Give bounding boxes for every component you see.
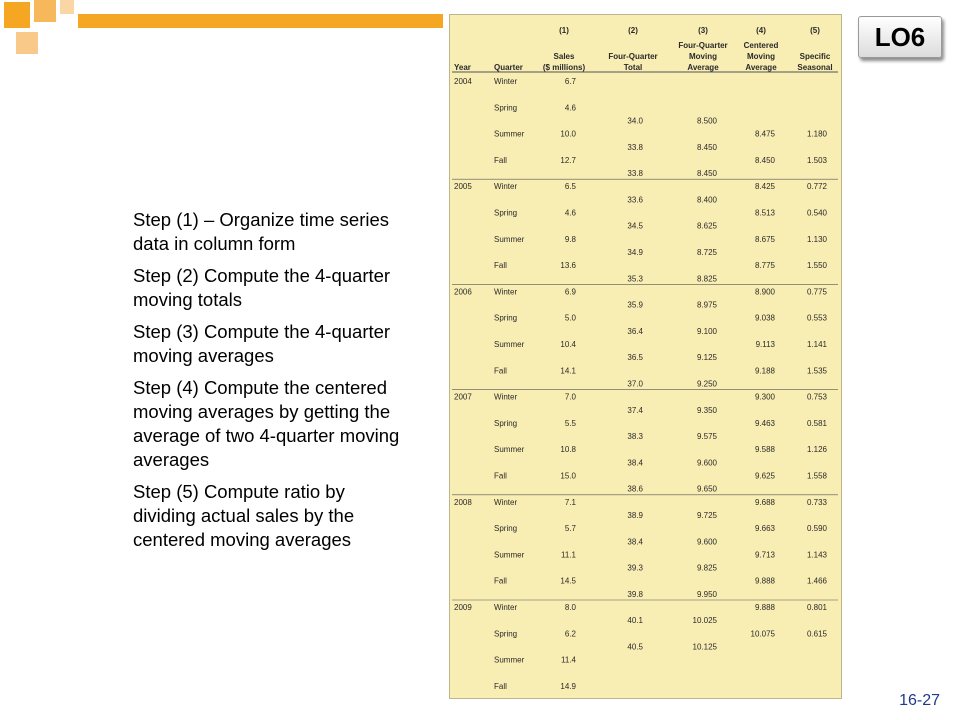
moving-average-cell: 9.725 [696,510,717,520]
sales-cell: 14.1 [560,366,576,376]
moving-average-cell: 8.500 [696,116,717,126]
corner-decoration [60,0,74,14]
moving-average-cell: 10.125 [692,642,717,652]
seasonal-index-cell: 1.180 [806,129,827,139]
moving-average-cell: 9.600 [696,458,717,468]
sales-cell: 4.6 [564,103,576,113]
column-header: Average [687,63,719,72]
step-text: Step (1) – Organize time series data in column form [133,209,390,254]
four-quarter-total-cell: 38.9 [627,510,643,520]
four-quarter-total-cell: 38.6 [627,484,643,494]
corner-decoration [16,32,38,54]
four-quarter-total-cell: 40.5 [627,642,643,652]
sales-cell: 10.8 [560,445,576,455]
four-quarter-total-cell: 39.3 [627,563,643,573]
quarter-cell: Winter [494,287,518,297]
four-quarter-total-cell: 33.6 [627,195,643,205]
seasonal-index-cell: 1.466 [806,576,827,586]
centered-average-cell: 8.475 [754,129,775,139]
four-quarter-total-cell: 37.0 [627,379,643,389]
moving-average-cell: 8.625 [696,221,717,231]
four-quarter-total-cell: 35.9 [627,300,643,310]
learning-objective-badge: LO6 [858,16,942,58]
year-cell: 2009 [454,603,472,612]
header-bar [78,14,443,28]
quarter-cell: Spring [494,629,518,639]
centered-average-cell: 8.450 [754,155,775,165]
column-header: Average [745,63,777,72]
four-quarter-total-cell: 38.4 [627,458,643,468]
column-number: (5) [810,26,820,35]
moving-average-cell: 8.400 [696,195,717,205]
column-header: Specific [799,52,831,61]
year-cell: 2006 [454,287,472,297]
centered-average-cell: 9.713 [754,550,775,560]
column-header: Four-Quarter [678,41,728,50]
four-quarter-total-cell: 34.9 [627,247,643,257]
seasonal-index-cell: 0.590 [806,524,827,534]
column-header: ($ millions) [542,63,586,72]
moving-average-cell: 8.975 [696,300,717,310]
seasonal-index-cell: 0.801 [806,603,827,612]
four-quarter-total-cell: 36.5 [627,353,643,363]
sales-cell: 6.7 [564,77,576,86]
step-text: Step (4) Compute the centered moving averages by getting the average of two 4-quarter moving averages [133,377,400,470]
quarter-cell: Spring [494,103,518,113]
column-number: (1) [559,26,569,35]
centered-average-cell: 9.888 [754,576,775,586]
four-quarter-total-cell: 39.8 [627,589,643,599]
quarter-cell: Winter [494,497,518,507]
sales-cell: 5.7 [564,524,576,534]
sales-cell: 14.9 [560,681,576,691]
sales-cell: 10.0 [560,129,576,139]
sales-cell: 6.9 [564,287,576,297]
quarter-cell: Spring [494,208,518,218]
moving-average-cell: 8.825 [696,274,717,284]
four-quarter-total-cell: 33.8 [627,169,643,179]
centered-average-cell: 9.625 [754,471,775,481]
column-header: Sales [553,52,575,61]
sales-cell: 7.0 [564,392,576,402]
seasonal-index-cell: 1.126 [806,445,827,455]
seasonal-index-cell: 1.143 [806,550,827,560]
centered-average-cell: 9.038 [754,313,775,323]
centered-average-cell: 9.663 [754,524,775,534]
moving-average-cell: 9.600 [696,537,717,547]
quarter-cell: Summer [494,234,525,244]
moving-average-cell: 9.950 [696,589,717,599]
sales-cell: 7.1 [564,497,576,507]
moving-average-cell: 9.825 [696,563,717,573]
moving-average-cell: 9.575 [696,432,717,442]
quarter-cell: Winter [494,392,518,402]
moving-average-cell: 9.125 [696,353,717,363]
sales-cell: 10.4 [560,340,576,349]
centered-average-cell: 9.588 [754,445,775,455]
centered-average-cell: 8.513 [754,208,775,218]
corner-decoration [34,0,56,22]
sales-cell: 9.8 [564,234,576,244]
centered-average-cell: 9.300 [754,392,775,402]
step-list [133,208,403,560]
quarter-cell: Fall [494,576,507,586]
quarter-cell: Summer [494,129,525,139]
four-quarter-total-cell: 38.3 [627,432,643,442]
seasonal-index-cell: 1.130 [806,234,827,244]
centered-average-cell: 9.888 [754,603,775,612]
column-number: (3) [698,26,708,35]
sales-cell: 6.5 [564,182,576,192]
column-header: Year [454,63,471,72]
sales-cell: 6.2 [564,629,576,639]
seasonal-index-cell: 0.753 [806,392,827,402]
moving-average-cell: 10.025 [692,616,717,626]
slide-number: 16-27 [899,692,940,709]
quarter-cell: Spring [494,418,518,428]
four-quarter-total-cell: 34.0 [627,116,643,126]
sales-cell: 8.0 [564,603,576,612]
quarter-cell: Fall [494,261,507,271]
centered-average-cell: 10.075 [750,629,775,639]
quarter-cell: Spring [494,313,518,323]
quarter-cell: Winter [494,182,518,192]
seasonal-index-cell: 0.553 [806,313,827,323]
sales-cell: 5.5 [564,418,576,428]
seasonal-index-cell: 0.540 [806,208,827,218]
centered-average-cell: 9.463 [754,418,775,428]
quarter-cell: Summer [494,550,525,560]
four-quarter-total-cell: 40.1 [627,616,643,626]
seasonal-index-cell: 0.581 [806,418,827,428]
seasonal-index-cell: 1.503 [806,155,827,165]
sales-cell: 4.6 [564,208,576,218]
centered-average-cell: 9.113 [755,340,775,349]
seasonal-index-cell: 0.772 [806,182,827,192]
column-header: Moving [689,52,717,61]
four-quarter-total-cell: 38.4 [627,537,643,547]
sales-cell: 14.5 [560,576,576,586]
sales-cell: 11.1 [561,550,576,560]
sales-cell: 5.0 [564,313,576,323]
moving-average-cell: 9.250 [696,379,717,389]
moving-average-table [449,14,842,699]
sales-cell: 13.6 [560,261,576,271]
sales-cell: 11.4 [561,655,576,665]
four-quarter-total-cell: 34.5 [627,221,643,231]
seasonal-index-cell: 1.535 [806,366,827,376]
year-cell: 2004 [454,77,472,86]
four-quarter-total-cell: 35.3 [627,274,643,284]
corner-decoration [4,2,30,28]
seasonal-index-cell: 0.775 [806,287,827,297]
four-quarter-total-cell: 36.4 [627,326,643,336]
step-text: Step (2) Compute the 4-quarter moving totals [133,265,391,310]
column-header: Total [623,63,643,72]
column-header: Quarter [494,63,523,72]
quarter-cell: Fall [494,366,507,376]
quarter-cell: Summer [494,655,525,665]
centered-average-cell: 9.188 [754,366,775,376]
centered-average-cell: 8.900 [754,287,775,297]
seasonal-index-cell: 0.733 [806,497,827,507]
sales-cell: 12.7 [560,155,576,165]
seasonal-index-cell: 0.615 [806,629,827,639]
quarter-cell: Fall [494,155,507,165]
column-header: Seasonal [797,63,833,72]
column-header: Moving [747,52,775,61]
seasonal-index-cell: 1.558 [806,471,827,481]
moving-average-cell: 8.450 [696,142,717,152]
quarter-cell: Summer [494,445,525,455]
table-graphic [450,15,843,700]
column-header: Centered [743,41,779,50]
moving-average-cell: 8.450 [696,169,717,179]
column-header: Four-Quarter [608,52,658,61]
quarter-cell: Spring [494,524,518,534]
year-cell: 2005 [454,182,472,192]
column-number: (2) [628,26,638,35]
moving-average-cell: 9.650 [696,484,717,494]
quarter-cell: Winter [494,77,518,86]
centered-average-cell: 8.425 [754,182,775,192]
quarter-cell: Fall [494,681,507,691]
step-text: Step (3) Compute the 4-quarter moving averages [133,321,391,366]
year-cell: 2008 [454,497,472,507]
centered-average-cell: 8.675 [754,234,775,244]
sales-cell: 15.0 [560,471,576,481]
quarter-cell: Summer [494,340,525,349]
centered-average-cell: 8.775 [754,261,775,271]
column-number: (4) [756,26,766,35]
moving-average-cell: 9.100 [696,326,717,336]
moving-average-cell: 8.725 [696,247,717,257]
quarter-cell: Winter [494,603,518,612]
centered-average-cell: 9.688 [754,497,775,507]
seasonal-index-cell: 1.141 [806,340,827,349]
step-text: Step (5) Compute ratio by dividing actual sales by the centered moving averages [133,481,355,550]
moving-average-cell: 9.350 [696,405,717,415]
four-quarter-total-cell: 37.4 [627,405,643,415]
seasonal-index-cell: 1.550 [806,261,827,271]
year-cell: 2007 [454,392,472,402]
quarter-cell: Fall [494,471,507,481]
four-quarter-total-cell: 33.8 [627,142,643,152]
